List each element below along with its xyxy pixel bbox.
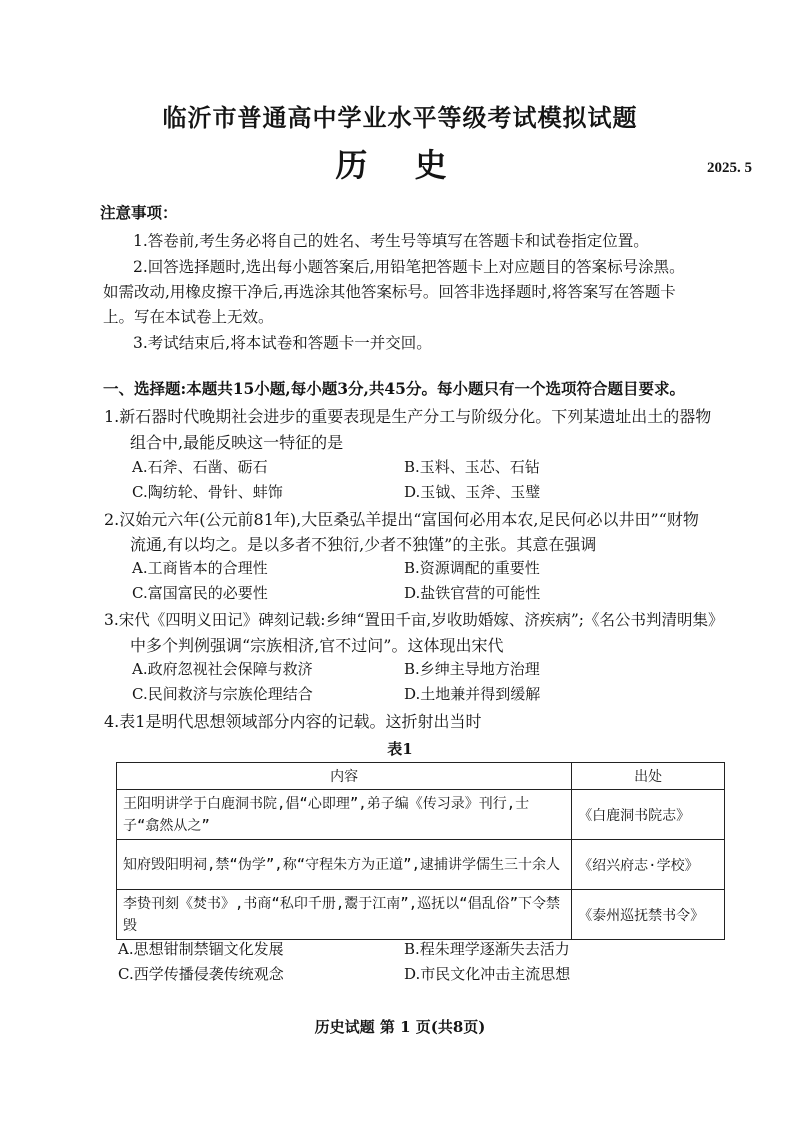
question-1-stem-line-2: 组合中,最能反映这一特征的是 — [130, 433, 344, 452]
question-4-option-d: D.市民文化冲击主流思想 — [404, 965, 571, 983]
notes-heading: 注意事项： — [100, 203, 178, 222]
table-cell-content: 李贽刊刻《焚书》,书商“私印千册,鬻于江南”,巡抚以“倡乱俗”下令禁毁 — [117, 890, 572, 940]
table-row — [117, 840, 725, 890]
page-footer: 历史试题 第 1 页(共8页) — [314, 1018, 486, 1036]
history-table — [116, 762, 725, 940]
question-1-option-b: B.玉料、玉芯、石钻 — [404, 458, 540, 476]
question-3-option-b: B.乡绅主导地方治理 — [404, 660, 540, 678]
table-header-content: 内容 — [117, 763, 572, 790]
question-2-stem-line-1: 2.汉始元六年(公元前81年),大臣桑弘羊提出“富国何必用本农,足民何必以井田”“财物 — [104, 510, 699, 529]
notes-item-2-line-3: 上。写在本试卷上无效。 — [103, 308, 274, 326]
question-4-option-c: C.西学传播侵袭传统观念 — [118, 965, 284, 983]
table-cell-source: 《白鹿洞书院志》 — [572, 790, 725, 840]
notes-item-3: 3.考试结束后,将本试卷和答题卡一并交回。 — [133, 334, 432, 352]
question-4-option-a: A.思想钳制禁锢文化发展 — [118, 940, 284, 958]
table-cell-content: 王阳明讲学于白鹿洞书院,倡“心即理”,弟子编《传习录》刊行,士子“翕然从之” — [117, 790, 572, 840]
question-1-stem-line-1: 1.新石器时代晚期社会进步的重要表现是生产分工与阶级分化。下列某遗址出土的器物 — [104, 407, 712, 426]
section-heading: 一、选择题:本题共15小题,每小题3分,共45分。每小题只有一个选项符合题目要求。 — [103, 379, 685, 398]
question-3-stem-line-2: 中多个判例强调“宗族相济,官不过问”。这体现出宋代 — [130, 636, 504, 655]
question-2-option-c: C.富国富民的必要性 — [132, 584, 268, 602]
table-cell-source: 《泰州巡抚禁书令》 — [572, 890, 725, 940]
table-cell-source: 《绍兴府志·学校》 — [572, 840, 725, 890]
table-row — [117, 890, 725, 940]
exam-date: 2025. 5 — [707, 160, 752, 176]
question-2-stem-line-2: 流通,有以均之。是以多者不独衍,少者不独馑”的主张。其意在强调 — [130, 535, 597, 554]
table-caption: 表1 — [387, 740, 413, 758]
table-row — [117, 790, 725, 840]
exam-title: 临沂市普通高中学业水平等级考试模拟试题 — [162, 103, 638, 132]
question-2-option-b: B.资源调配的重要性 — [404, 559, 540, 577]
question-4-option-b: B.程朱理学逐渐失去活力 — [404, 940, 570, 958]
question-2-option-d: D.盐铁官营的可能性 — [404, 584, 541, 602]
subject-title: 历 史 — [335, 146, 465, 184]
question-3-stem-line-1: 3.宋代《四明义田记》碑刻记载:乡绅“置田千亩,岁收助婚嫁、济疾病”;《名公书判清明集》 — [104, 611, 724, 629]
question-3-option-d: D.土地兼并得到缓解 — [404, 685, 541, 703]
question-2-option-a: A.工商皆本的合理性 — [132, 559, 268, 577]
table-header-source: 出处 — [572, 763, 725, 790]
notes-item-2-line-1: 2.回答选择题时,选出每小题答案后,用铅笔把答题卡上对应题目的答案标号涂黑。 — [133, 258, 685, 276]
question-1-option-c: C.陶纺轮、骨针、蚌饰 — [132, 483, 283, 501]
question-3-option-c: C.民间救济与宗族伦理结合 — [132, 685, 313, 703]
question-1-option-a: A.石斧、石凿、砺石 — [132, 458, 268, 476]
question-3-option-a: A.政府忽视社会保障与救济 — [132, 660, 313, 678]
question-1-option-d: D.玉钺、玉斧、玉璧 — [404, 483, 541, 501]
table-cell-content: 知府毁阳明祠,禁“伪学”,称“守程朱方为正道”,逮捕讲学儒生三十余人 — [117, 840, 572, 890]
question-4-stem-line-1: 4.表1是明代思想领域部分内容的记载。这折射出当时 — [104, 712, 482, 731]
notes-item-1: 1.答卷前,考生务必将自己的姓名、考生号等填写在答题卡和试卷指定位置。 — [133, 232, 649, 250]
notes-item-2-line-2: 如需改动,用橡皮擦干净后,再选涂其他答案标号。回答非选择题时,将答案写在答题卡 — [103, 283, 676, 301]
